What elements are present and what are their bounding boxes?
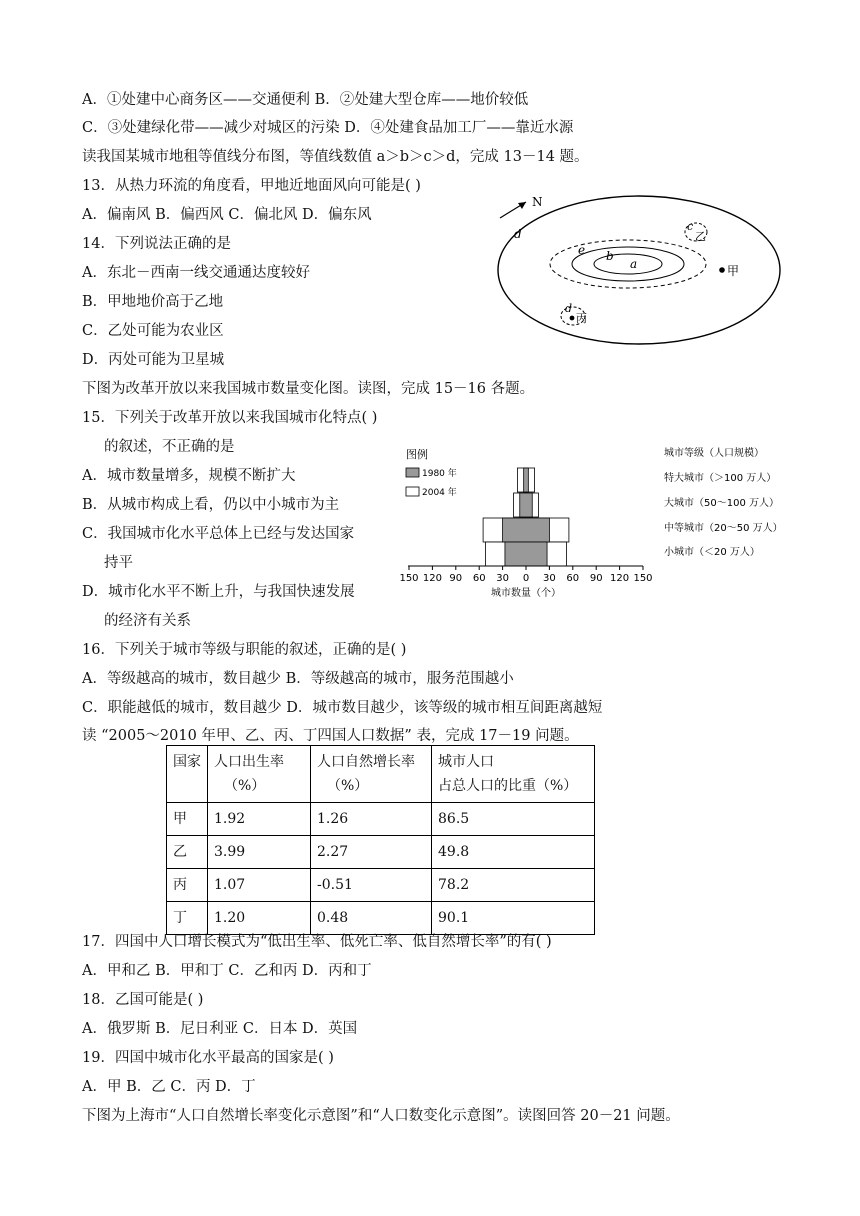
q16-options-ab: A．等级越高的城市，数目越少 B．等级越高的城市，服务范围越小 — [82, 671, 514, 687]
q12-options-cd: C．③处建绿化带——减少对城区的污染 D．④处建食品加工厂——靠近水源 — [82, 120, 574, 136]
cell-growth: -0.51 — [311, 869, 432, 902]
isoline-b — [572, 247, 684, 281]
category-label-small: 小城市（＜20 万人） — [664, 547, 760, 558]
cell-birth: 1.07 — [208, 869, 311, 902]
x-tick-label: 30 — [496, 573, 509, 584]
intro-15-16: 下图为改革开放以来我国城市数量变化图。读图，完成 15－16 各题。 — [82, 381, 535, 397]
q13-stem: 13．从热力环流的角度看，甲地近地面风向可能是( ) — [82, 178, 421, 194]
legend-title: 图例 — [406, 448, 428, 461]
x-tick-label: 60 — [472, 573, 486, 584]
table-row — [167, 902, 595, 935]
q15-option-d: D．城市化水平不断上升，与我国快速发展 — [82, 584, 355, 600]
legend-swatch-1980 — [406, 468, 419, 477]
q15-option-c-cont: 持平 — [104, 555, 133, 571]
cell-country: 乙 — [167, 836, 208, 869]
q14-option-c: C．乙处可能为农业区 — [82, 323, 224, 339]
category-label-medium: 中等城市（20～50 万人） — [664, 523, 783, 534]
cell-country: 丁 — [167, 902, 208, 935]
cell-birth: 1.20 — [208, 902, 311, 935]
isoline-a — [594, 254, 662, 274]
x-tick-label: 120 — [422, 573, 442, 584]
q14-option-b: B．甲地地价高于乙地 — [82, 294, 224, 310]
q14-option-d: D．丙处可能为卫星城 — [82, 352, 225, 368]
legend-swatch-2004 — [406, 487, 419, 496]
x-tick-label: 90 — [589, 573, 603, 584]
cell-urban: 78.2 — [432, 869, 595, 902]
north-label: N — [532, 195, 543, 209]
cell-urban: 49.8 — [432, 836, 595, 869]
label-a: a — [630, 257, 638, 271]
q13-options: A．偏南风 B．偏西风 C．偏北风 D．偏东风 — [82, 207, 372, 223]
x-tick-label: 90 — [449, 573, 463, 584]
cell-birth: 1.92 — [208, 803, 311, 836]
q15-option-b: B．从城市构成上看，仍以中小城市为主 — [82, 497, 340, 513]
x-axis-label: 城市数量（个） — [491, 588, 561, 599]
category-label-extra-large: 特大城市（＞100 万人） — [664, 473, 777, 484]
bar-1980-extra-large — [524, 468, 529, 492]
cell-birth: 3.99 — [208, 836, 311, 869]
cell-country: 甲 — [167, 803, 208, 836]
legend-label-1980: 1980 年 — [422, 469, 457, 479]
population-table — [166, 745, 595, 935]
city-count-chart — [396, 438, 796, 604]
cell-growth: 1.26 — [311, 803, 432, 836]
table-row — [167, 803, 595, 836]
bar-1980-small — [505, 542, 547, 566]
x-tick-label: 150 — [633, 573, 653, 584]
cell-growth: 0.48 — [311, 902, 432, 935]
header-growth-rate: 人口自然增长率 （%） — [311, 746, 432, 803]
point-bing — [570, 316, 575, 321]
intro-13-14: 读我国某城市地租等值线分布图，等值线数值 a＞b＞c＞d，完成 13－14 题。 — [82, 149, 589, 165]
label-d-outer: d — [514, 227, 522, 241]
q12-options-ab: A．①处建中心商务区——交通便利 B．②处建大型仓库——地价较低 — [82, 92, 529, 108]
cell-growth: 2.27 — [311, 836, 432, 869]
q14-stem: 14．下列说法正确的是 — [82, 236, 231, 252]
category-label-large: 大城市（50～100 万人） — [664, 498, 779, 509]
intro-17-19: 读 “2005～2010 年甲、乙、丙、丁四国人口数据” 表，完成 17－19 问题。 — [82, 728, 579, 744]
q19-options: A．甲 B．乙 C．丙 D．丁 — [82, 1079, 256, 1095]
cell-urban: 90.1 — [432, 902, 595, 935]
q15-stem: 15．下列关于改革开放以来我国城市化特点( ) — [82, 410, 378, 426]
header-country: 国家 — [167, 746, 208, 803]
label-e: e — [578, 243, 586, 257]
label-c-yi: c — [687, 220, 694, 233]
q19-stem: 19．四国中城市化水平最高的国家是( ) — [82, 1050, 334, 1066]
cell-country: 丙 — [167, 869, 208, 902]
label-d-bing: d — [565, 302, 573, 315]
q17-stem: 17．四国中人口增长模式为“低出生率、低死亡率、低自然增长率”的有( ) — [82, 934, 552, 950]
q18-options: A．俄罗斯 B．尼日利亚 C．日本 D．英国 — [82, 1021, 358, 1037]
x-tick-label: 0 — [522, 573, 530, 584]
q15-stem-cont: 的叙述，不正确的是 — [104, 439, 235, 455]
label-b: b — [606, 249, 614, 263]
legend-label-2004: 2004 年 — [422, 488, 457, 498]
q17-options: A．甲和乙 B．甲和丁 C．乙和丙 D．丙和丁 — [82, 963, 372, 979]
table-row — [167, 869, 595, 902]
label-jia: 甲 — [727, 264, 740, 278]
point-jia — [719, 267, 725, 273]
q15-option-a: A．城市数量增多，规模不断扩大 — [82, 468, 296, 484]
label-yi: 乙 — [695, 230, 706, 243]
bar-1980-medium — [503, 518, 550, 542]
table-row — [167, 836, 595, 869]
x-tick-label: 150 — [399, 573, 419, 584]
q15-option-d-cont: 的经济有关系 — [104, 613, 191, 629]
cell-urban: 86.5 — [432, 803, 595, 836]
x-tick-label: 30 — [543, 573, 556, 584]
x-tick-label: 60 — [566, 573, 580, 584]
table-header-row — [167, 746, 595, 803]
header-birth-rate: 人口出生率 （%） — [208, 746, 311, 803]
q16-options-cd: C．职能越低的城市，数目越少 D．城市数目越少，该等级的城市相互间距离越短 — [82, 700, 603, 716]
category-title: 城市等级（人口规模） — [664, 448, 764, 459]
land-rent-map — [492, 188, 788, 350]
q15-option-c: C．我国城市化水平总体上已经与发达国家 — [82, 526, 355, 542]
bar-1980-large — [520, 493, 532, 517]
label-bing: 丙 — [576, 312, 587, 325]
header-urban-share: 城市人口 占总人口的比重（%） — [432, 746, 595, 803]
intro-20-21: 下图为上海市“人口自然增长率变化示意图”和“人口数变化示意图”。读图回答 20－21 问题。 — [82, 1108, 680, 1124]
x-tick-label: 120 — [610, 573, 630, 584]
q18-stem: 18．乙国可能是( ) — [82, 992, 204, 1008]
q16-stem: 16．下列关于城市等级与职能的叙述，正确的是( ) — [82, 642, 407, 658]
q14-option-a: A．东北－西南一线交通通达度较好 — [82, 265, 310, 281]
